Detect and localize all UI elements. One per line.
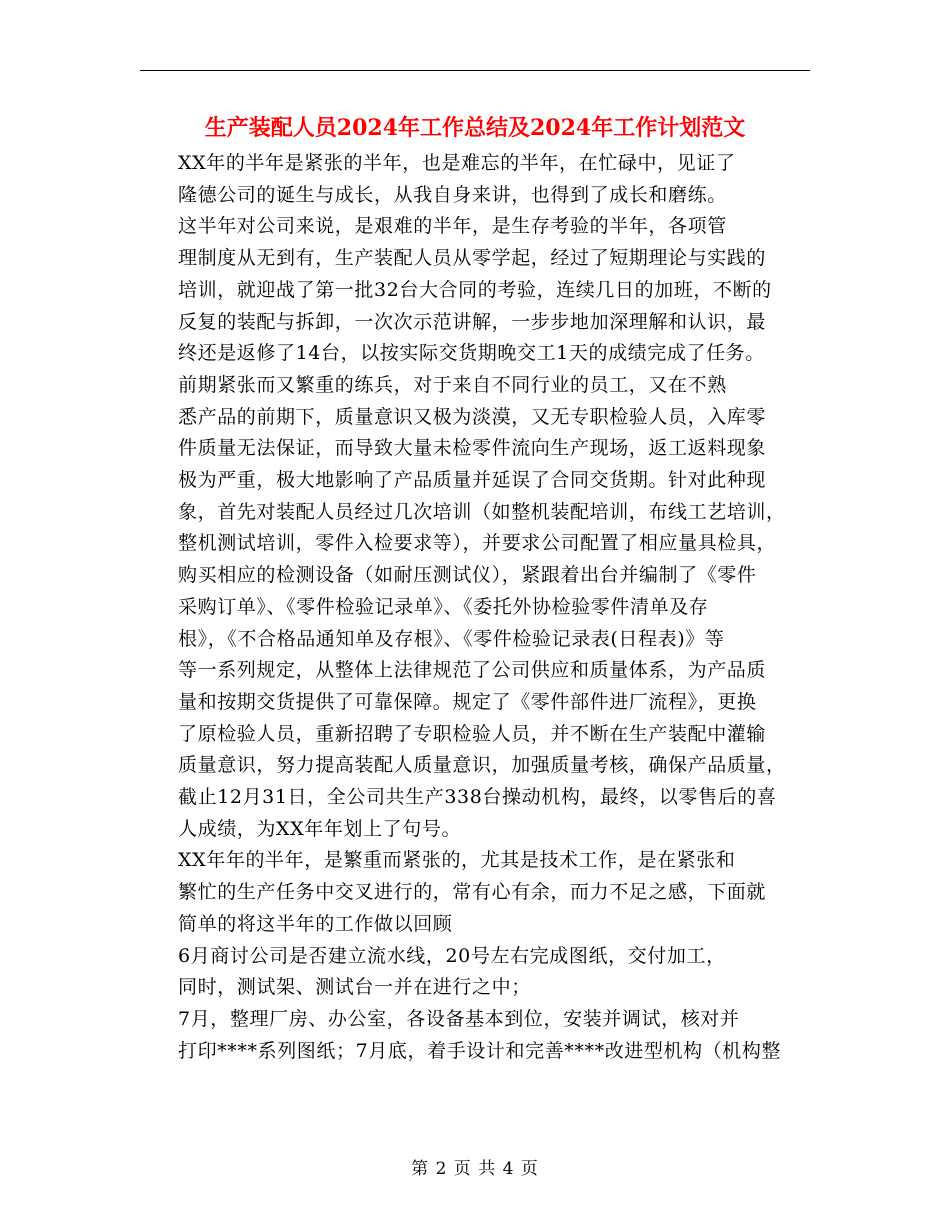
paragraph-line: 件质量无法保证，而导致大量未检零件流向生产现场，返工返料现象 (178, 437, 767, 460)
paragraph-line: 7月，整理厂房、办公室，各设备基本到位，安装并调试，核对并 (178, 1007, 740, 1030)
body-paragraph (140, 370, 810, 846)
paragraph-line: 隆德公司的诞生与成长，从我自身来讲，也得到了成长和磨练。 (178, 183, 727, 206)
paragraph-line: 前期紧张而又繁重的练兵，对于来自不同行业的员工，又在不熟 (178, 373, 727, 396)
paragraph-line: 质量意识，努力提高装配人质量意识，加强质量考核，确保产品质量， (178, 754, 786, 777)
paragraph-line: 整机测试培训，零件入检要求等），并要求公司配置了相应量具检具， (178, 532, 777, 555)
body-paragraph (140, 148, 810, 211)
header-rule (140, 70, 810, 71)
document-body (140, 148, 810, 1067)
body-paragraph (140, 211, 810, 370)
paragraph-line: 根》，《不合格品通知单及存根》、《零件检验记录表(日程表)》等 (178, 627, 725, 650)
body-paragraph (140, 845, 810, 940)
paragraph-line: XX年年的半年，是繁重而紧张的，尤其是技术工作，是在紧张和 (178, 849, 736, 872)
paragraph-line: 悉产品的前期下，质量意识又极为淡漠，又无专职检验人员，入库零 (178, 405, 767, 428)
paragraph-line: 简单的将这半年的工作做以回顾 (178, 912, 453, 935)
body-paragraph (140, 941, 810, 1004)
paragraph-line: 等一系列规定，从整体上法律规范了公司供应和质量体系，为产品质 (178, 659, 767, 682)
paragraph-line: 截止12月31日，全公司共生产338台操动机构，最终，以零售后的喜 (178, 786, 777, 809)
paragraph-line: 打印****系列图纸；7月底，着手设计和完善****改进型机构（机构整 (178, 1039, 782, 1062)
paragraph-line: 了原检验人员，重新招聘了专职检验人员，并不断在生产装配中灌输 (178, 722, 767, 745)
paragraph-line: 极为严重，极大地影响了产品质量并延误了合同交货期。针对此种现 (178, 469, 767, 492)
paragraph-line: 终还是返修了14台，以按实际交货期晚交工1天的成绩完成了任务。 (178, 342, 765, 365)
paragraph-line: 理制度从无到有，生产装配人员从零学起，经过了短期理论与实践的 (178, 247, 767, 270)
paragraph-line: 量和按期交货提供了可靠保障。规定了《零件部件进厂流程》，更换 (178, 690, 757, 713)
paragraph-line: 同时，测试架、测试台一并在进行之中； (178, 976, 531, 999)
paragraph-line: 这半年对公司来说，是艰难的半年，是生存考验的半年，各项管 (178, 215, 727, 238)
paragraph-line: 人成绩，为XX年年划上了句号。 (178, 817, 462, 840)
paragraph-line: XX年的半年是紧张的半年，也是难忘的半年，在忙碌中，见证了 (178, 152, 736, 174)
paragraph-line: 反复的装配与拆卸，一次次示范讲解，一步步地加深理解和认识，最 (178, 310, 767, 333)
paragraph-line: 6月商讨公司是否建立流水线，20号左右完成图纸，交付加工， (178, 944, 726, 967)
paragraph-line: 采购订单》、《零件检验记录单》、《委托外协检验零件清单及存 (178, 595, 709, 618)
paragraph-line: 购买相应的检测设备（如耐压测试仪），紧跟着出台并编制了《零件 (178, 564, 757, 587)
paragraph-line: 象，首先对装配人员经过几次培训（如整机装配培训，布线工艺培训， (178, 500, 786, 523)
document-title: 生产装配人员2024年工作总结及2024年工作计划范文 (204, 115, 746, 141)
paragraph-line: 培训，就迎战了第一批32台大合同的考验，连续几日的加班，不断的 (178, 278, 772, 301)
page-number-footer: 第 2 页 共 4 页 (411, 1159, 539, 1179)
paragraph-line: 繁忙的生产任务中交叉进行的，常有心有余，而力不足之感，下面就 (178, 881, 767, 904)
body-paragraph (140, 1004, 810, 1067)
